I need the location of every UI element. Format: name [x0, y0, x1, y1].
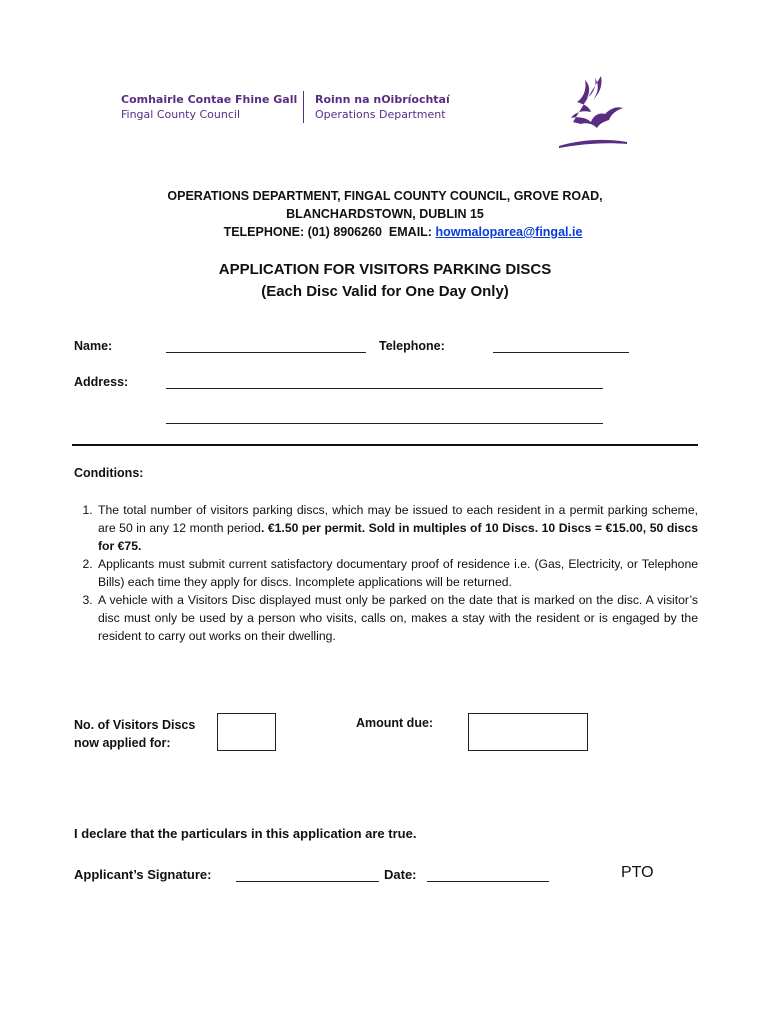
department-name-english: Operations Department — [315, 108, 446, 121]
council-name-irish: Comhairle Contae Fhine Gall — [121, 93, 298, 106]
pto-note: PTO — [621, 864, 654, 881]
form-title-block — [60, 259, 710, 303]
council-name-block — [121, 92, 297, 122]
council-name-english: Fingal County Council — [121, 108, 241, 121]
telephone-label: Telephone: — [379, 339, 445, 353]
address-line-2: BLANCHARDSTOWN, DUBLIN 15 — [286, 207, 484, 221]
address-label: Address: — [74, 375, 129, 389]
amount-due-label: Amount due: — [356, 716, 434, 730]
declaration-statement: I declare that the particulars in this application are true. — [74, 826, 417, 841]
address-line-1: OPERATIONS DEPARTMENT, FINGAL COUNTY COUNCIL, GROVE ROAD, — [167, 189, 603, 203]
discs-quantity-box[interactable] — [217, 713, 276, 751]
amount-due-box[interactable] — [468, 713, 588, 751]
contact-prefix: TELEPHONE: (01) 8906260 EMAIL: — [223, 225, 436, 239]
address-field-line-2[interactable] — [166, 423, 603, 424]
section-divider — [72, 444, 698, 446]
contact-line — [60, 223, 710, 241]
discs-label: No. of Visitors Discs now applied for: — [74, 718, 196, 750]
condition-item: 1. The total number of visitors parking discs, which may be issued to each resident in a permit parking scheme, are 50 in any 12 month period. €1.50 per permit. Sold in multiples of 10 Discs. 10 Discs = €15.00, 50 discs for €75. — [96, 501, 698, 555]
department-name-block — [315, 92, 450, 122]
department-address — [60, 187, 710, 241]
condition-item: 3. A vehicle with a Visitors Disc displayed must only be parked on the date that is marked on the disc. A visitor’s disc must only be used by a person who visits, calls on, makes a stay with the resident or is engaged by the resident to carry out works on their dwelling. — [96, 591, 698, 645]
logo-divider — [303, 91, 304, 123]
address-field-line-1[interactable] — [166, 388, 603, 389]
department-name-irish: Roinn na nOibríochtaí — [315, 93, 450, 106]
telephone-field[interactable] — [493, 352, 629, 353]
date-label: Date: — [384, 867, 417, 882]
signature-field[interactable] — [236, 881, 379, 882]
conditions-list — [74, 501, 698, 645]
date-field[interactable] — [427, 881, 549, 882]
name-field[interactable] — [166, 352, 366, 353]
condition-item: 2. Applicants must submit current satisfactory documentary proof of residence i.e. (Gas, Electricity, or Telephone Bills) each time they apply for discs. Incomplete applications will be returned. — [96, 555, 698, 591]
signature-label: Applicant’s Signature: — [74, 867, 212, 882]
form-subtitle: (Each Disc Valid for One Day Only) — [261, 283, 509, 300]
email-link[interactable]: howmaloparea@fingal.ie — [435, 225, 583, 239]
conditions-heading: Conditions: — [74, 466, 144, 480]
name-label: Name: — [74, 339, 113, 353]
form-title: APPLICATION FOR VISITORS PARKING DISCS — [218, 261, 552, 278]
bird-emblem-icon — [553, 72, 633, 152]
